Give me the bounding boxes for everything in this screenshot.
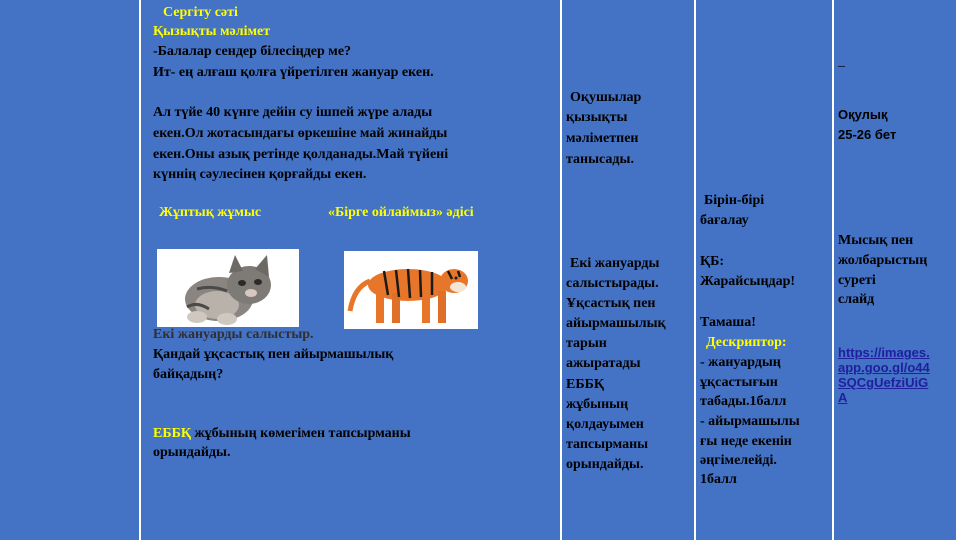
text-line: Ит- ең алғаш қолға үйретілген жануар екен. <box>153 65 434 80</box>
text-line: орындайды. <box>566 457 644 472</box>
text-line: Мысық пен <box>838 233 914 248</box>
table-cell-empty <box>0 0 141 540</box>
text-line: қолдауымен <box>566 417 644 432</box>
text-line: орындайды. <box>153 445 231 460</box>
text-line: -Балалар сендер білесіңдер ме? <box>153 44 352 59</box>
text-line: ҚБ: <box>700 254 725 269</box>
resource-link[interactable]: https://images. <box>838 345 930 360</box>
table-cell-activity <box>141 0 562 540</box>
text-line: Екі жануарды <box>570 256 660 271</box>
text-line: жұбының <box>566 397 629 412</box>
text-line: ұқсастығын <box>700 375 778 390</box>
text-line: айырмашылық <box>566 316 666 331</box>
text-line: Бірін-бірі <box>704 193 765 208</box>
fact-label: Қызықты мәлімет <box>153 24 271 39</box>
text-fragment: жұбының көмегімен тапсырманы <box>194 426 411 441</box>
text-line: екен.Ол жотасындағы өркешіне май жинайды <box>153 126 448 141</box>
text-line: слайд <box>838 292 875 307</box>
text-line: - айырмашылы <box>700 414 800 429</box>
text-line: танысады. <box>566 152 634 167</box>
right-edge <box>956 0 960 540</box>
text-line: әңгімелейді. <box>700 453 777 468</box>
method-label: «Бірге ойлаймыз» әдісі <box>328 205 474 220</box>
text-line: бағалау <box>700 213 749 228</box>
text-line: жолбарыстың <box>838 253 928 268</box>
text-line <box>153 424 411 443</box>
text-line: Ұқсастық пен <box>566 296 656 311</box>
kitten-image <box>157 249 299 327</box>
table-cell-resources <box>834 0 960 540</box>
descriptor-label: Дескриптор: <box>706 335 787 350</box>
text-line: Оқулық <box>838 107 888 122</box>
text-line: байқадың? <box>153 367 224 382</box>
text-line: Ал түйе 40 күнге дейін су ішпей жүре алады <box>153 105 433 120</box>
text-line: Жарайсыңдар! <box>700 274 796 289</box>
text-line: күннің сәулесінен қорғайды екен. <box>153 167 367 182</box>
text-line: Тамаша! <box>700 315 756 330</box>
text-line: 25-26 бет <box>838 127 897 142</box>
text-line: тапсырманы <box>566 437 649 452</box>
ebbk-label: ЕББҚ <box>153 426 192 441</box>
text-line: мәліметпен <box>566 131 639 146</box>
text-line: 1балл <box>700 472 737 487</box>
table-cell-student-activity <box>562 0 696 540</box>
text-line: ЕББҚ <box>566 377 605 392</box>
text-line: табады.1балл <box>700 394 787 409</box>
resource-link[interactable]: A <box>838 390 848 405</box>
text-line: суреті <box>838 273 876 288</box>
text-line: қызықты <box>566 110 628 125</box>
text-line: екен.Оны азық ретінде қолданады.Май түйені <box>153 147 449 162</box>
resource-link[interactable]: SQCgUefziUiG <box>838 375 929 390</box>
text-line: ғы неде екенін <box>700 434 792 449</box>
text-line: салыстырады. <box>566 276 659 291</box>
heading-refresh: Сергіту сәті <box>163 5 238 20</box>
text-line: Қандай ұқсастық пен айырмашылық <box>153 347 394 362</box>
text-line: Екі жануарды салыстыр. <box>153 327 314 342</box>
text-line: _ <box>838 54 845 69</box>
pair-work-label: Жұптық жұмыс <box>159 205 262 220</box>
text-line: Оқушылар <box>570 90 642 105</box>
text-line: ажыратады <box>566 356 641 371</box>
text-line: тарын <box>566 336 607 351</box>
text-line: - жануардың <box>700 355 781 370</box>
tiger-image <box>344 251 478 329</box>
resource-link[interactable]: app.goo.gl/o44 <box>838 360 930 375</box>
table-cell-assessment <box>696 0 834 540</box>
